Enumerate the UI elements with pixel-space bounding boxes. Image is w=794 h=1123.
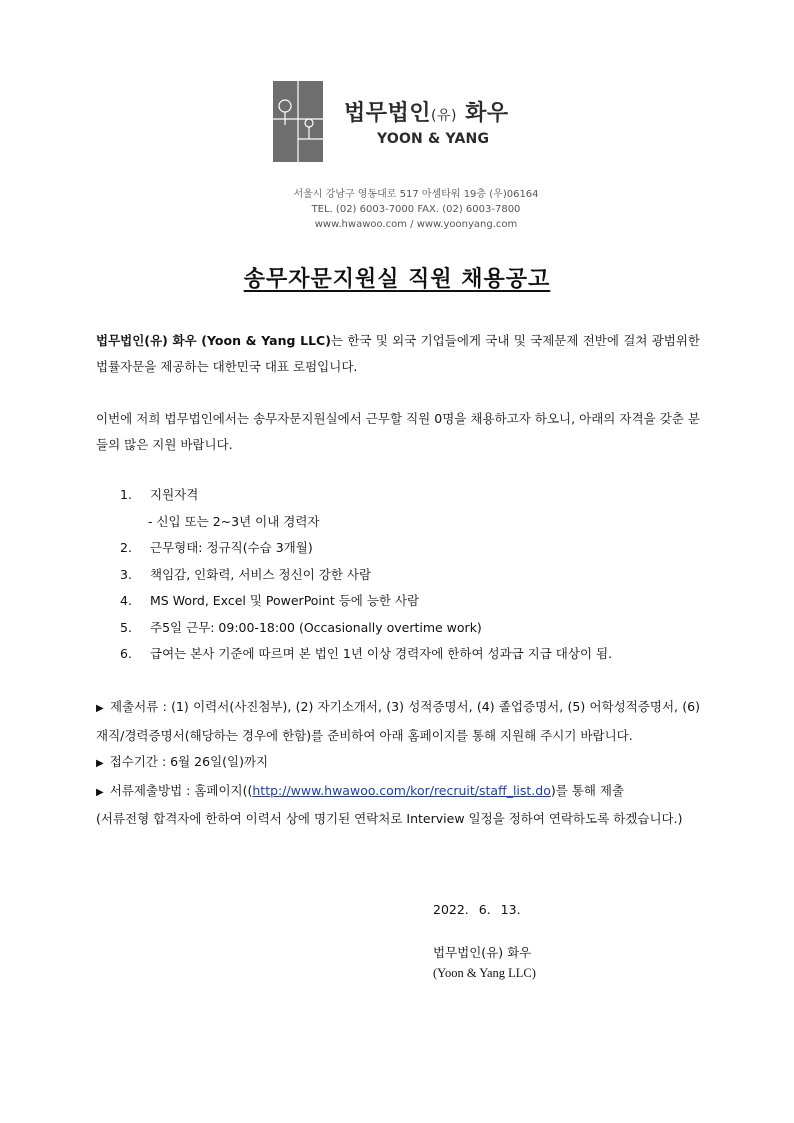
- list-item: 3. 책임감, 인화력, 서비스 정신이 강한 사람: [120, 566, 372, 582]
- firm-name-english: YOON & YANG: [377, 131, 490, 147]
- contact-info: [276, 187, 556, 232]
- list-item: 4. MS Word, Excel 및 PowerPoint 등에 능한 사람: [120, 593, 420, 608]
- list-item: 6. 급여는 본사 기준에 따르며 본 법인 1년 이상 경력자에 한하여 성과급 지급 대상이 됨.: [120, 646, 613, 661]
- submission-method: ▶ 서류제출방법 : 홈페이지((http://www.hwawoo.com/kor/recruit/staff_list.do)를 통해 제출: [96, 782, 625, 798]
- firm-name-korean: [344, 96, 509, 127]
- submission-section: [96, 694, 700, 833]
- requirements-list: [96, 482, 706, 668]
- firm-name-bold: 법무법인(유) 화우 (Yoon & Yang LLC): [96, 333, 331, 348]
- intro-paragraph: [96, 328, 700, 380]
- letterhead: [0, 0, 794, 240]
- address: 서울시 강남구 영동대로 517 아셈타워 19층 (우)06164: [293, 189, 539, 200]
- recruit-page-link[interactable]: http://www.hwawoo.com/kor/recruit/staff_list.do: [252, 782, 551, 798]
- firm-name-kr-name: 화우: [465, 101, 509, 126]
- submission-period: ▶ 접수기간 : 6월 26일(일)까지: [96, 754, 269, 769]
- arrow-right-icon: ▶: [96, 758, 104, 769]
- submission-documents: ▶ 제출서류 : (1) 이력서(사진첨부), (2) 자기소개서, (3) 성적증명서, (4) 졸업증명서, (5) 어학성적증명서, (6)재직/경력증명서(해당하는 경우에 한함)를 준비하여 아래 홈페이지를 통해 지원해 주시기 바랍니다.: [96, 699, 700, 743]
- list-item: 2. 근무형태: 정규직(수습 3개월): [120, 540, 313, 555]
- document-date: 2022. 6. 13.: [433, 902, 521, 917]
- recruit-paragraph: 이번에 저희 법무법인에서는 송무자문지원실에서 근무할 직원 0명을 채용하고자 하오니, 아래의 자격을 갖춘 분들의 많은 지원 바랍니다.: [96, 411, 700, 452]
- list-item: 1. 지원자격: [120, 487, 199, 502]
- intro-text: 는 한국 및 외국 기업들에게 국내 및 국제문제 전반에 걸쳐 광범위한 법률자문을 제공하는 대한민국 대표 로펌입니다.: [96, 333, 700, 374]
- firm-name-kr-part: 법무법인: [344, 101, 432, 126]
- requirement-sub-item: - 신입 또는 2~3년 이내 경력자: [148, 513, 320, 529]
- signature-english: (Yoon & Yang LLC): [433, 966, 536, 980]
- list-item: 5. 주5일 근무: 09:00-18:00 (Occasionally overtime work): [120, 619, 482, 635]
- submission-note: (서류전형 합격자에 한하여 이력서 상에 명기된 연락처로 Interview 일정을 정하여 연락하도록 하겠습니다.): [96, 811, 683, 826]
- page-title: 송무자문지원실 직원 채용공고: [243, 267, 551, 292]
- website: www.hwawoo.com / www.yoonyang.com: [314, 219, 518, 230]
- signature-korean: 법무법인(유) 화우: [433, 945, 532, 960]
- firm-name-kr-suffix: (유): [431, 108, 457, 124]
- firm-logo-icon: [273, 81, 323, 162]
- arrow-right-icon: ▶: [96, 786, 104, 798]
- tel-fax: TEL. (02) 6003-7000 FAX. (02) 6003-7800: [311, 204, 521, 215]
- arrow-right-icon: ▶: [96, 703, 105, 714]
